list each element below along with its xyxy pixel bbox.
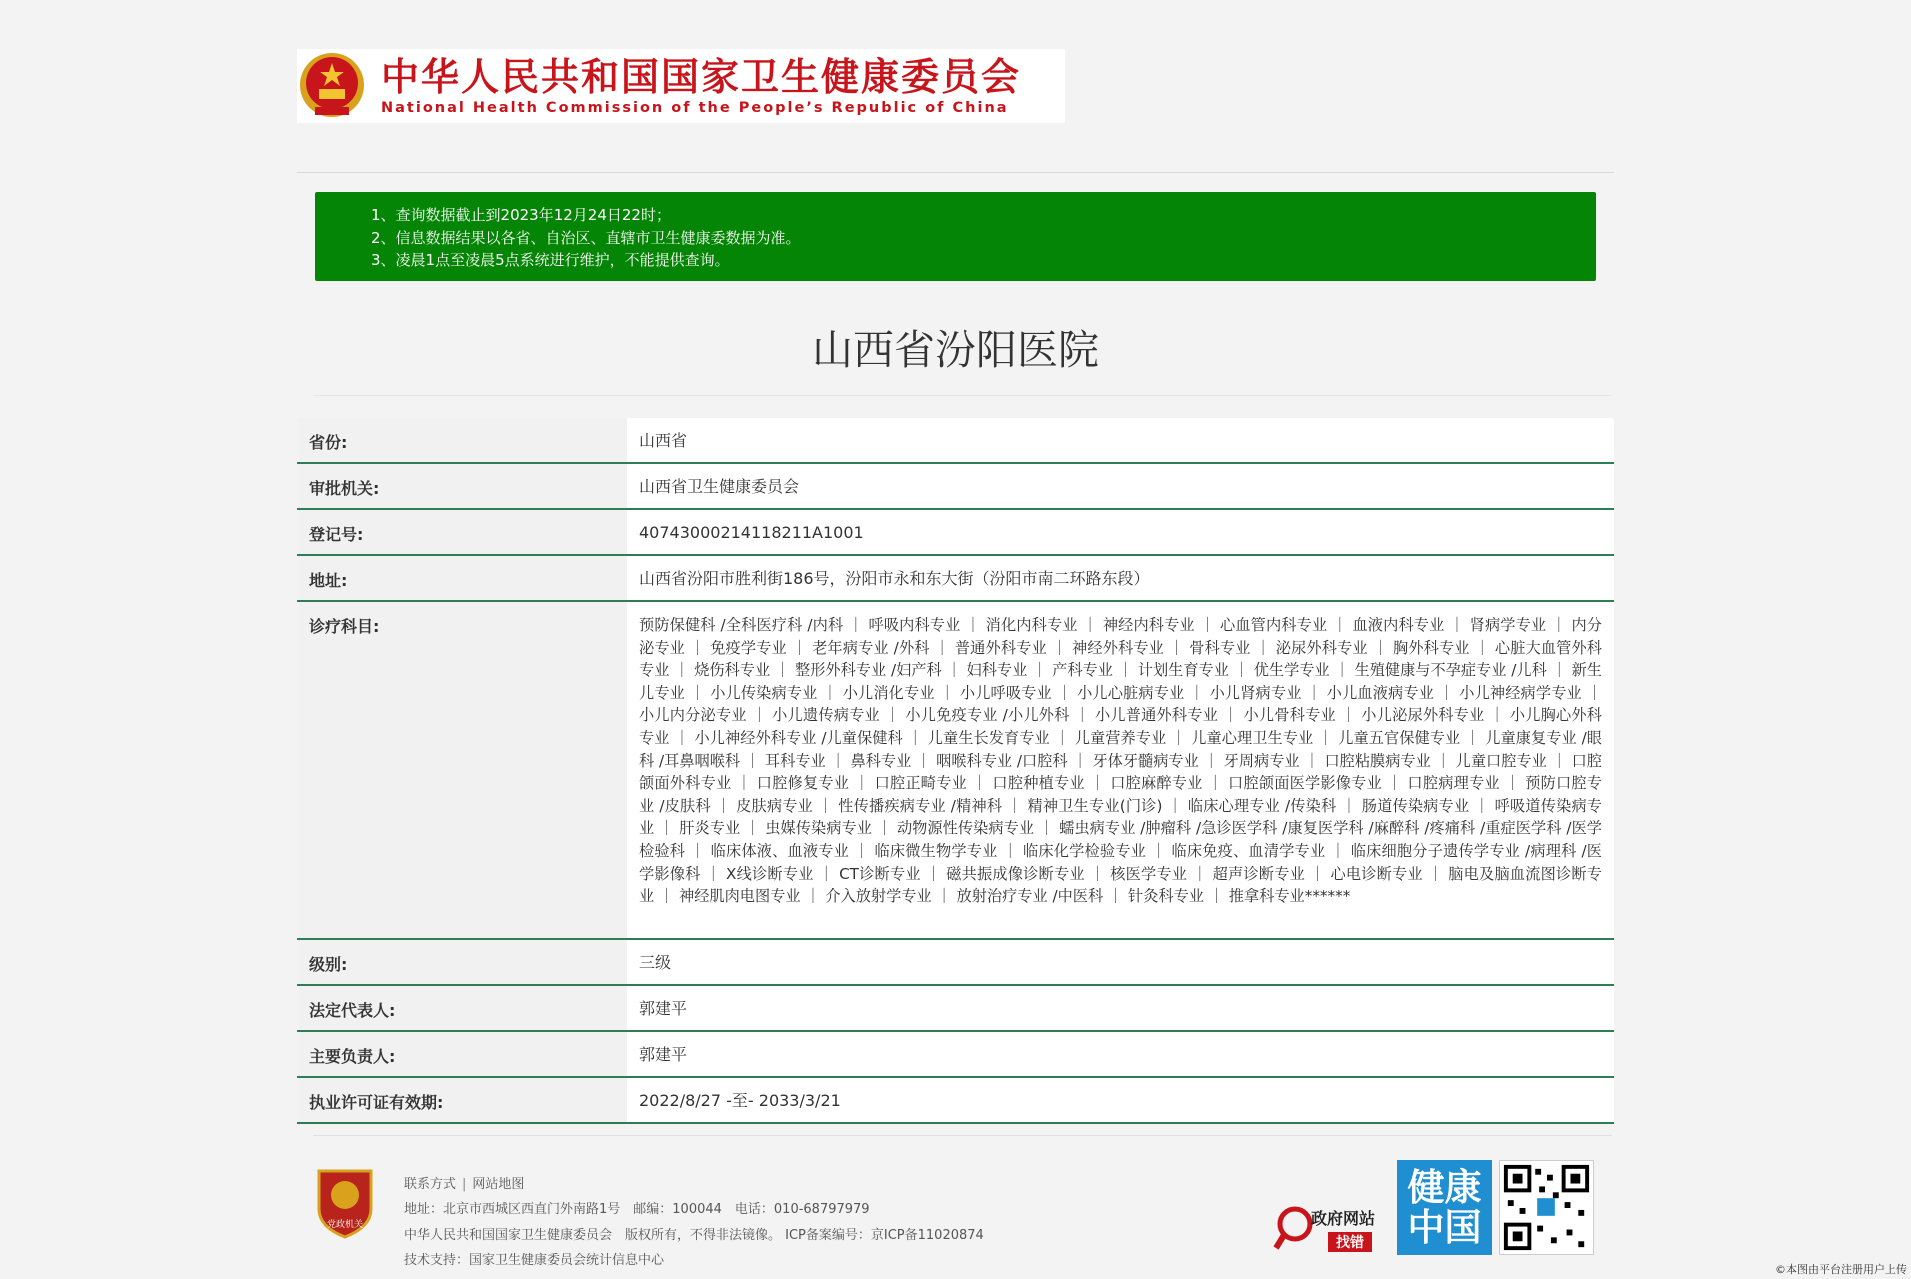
notice-line: 2、信息数据结果以各省、自治区、直辖市卫生健康委数据为准。 bbox=[371, 228, 801, 247]
table-row bbox=[297, 986, 1614, 1032]
footer-support: 技术支持：国家卫生健康委员会统计信息中心 bbox=[404, 1252, 665, 1268]
row-value: 郭建平 bbox=[627, 1032, 1614, 1076]
site-title-en: National Health Commission of the People’s Republic of China bbox=[381, 100, 1009, 116]
find-error-sub: 找错 bbox=[1336, 1235, 1364, 1251]
row-label: 登记号: bbox=[297, 510, 627, 554]
table-row bbox=[297, 418, 1614, 464]
row-label: 主要负责人: bbox=[297, 1032, 627, 1076]
footer-address: 地址：北京市西城区西直门外南路1号 邮编：100044 电话：010-68797979 bbox=[404, 1202, 870, 1218]
row-label: 省份: bbox=[297, 418, 627, 462]
footer-copyright: 中华人民共和国国家卫生健康委员会 版权所有，不得非法镜像。 ICP备案编号：京ICP备11020874 bbox=[404, 1227, 984, 1243]
notice-line: 3、凌晨1点至凌晨5点系统进行维护，不能提供查询。 bbox=[371, 251, 730, 269]
jiankang-line2: 中国 bbox=[1407, 1205, 1482, 1249]
row-label: 法定代表人: bbox=[297, 986, 627, 1030]
row-value: 山西省卫生健康委员会 bbox=[627, 464, 1614, 508]
table-row bbox=[297, 510, 1614, 556]
row-label: 级别: bbox=[297, 940, 627, 984]
table-row bbox=[297, 1032, 1614, 1078]
badge-text: 党政机关 bbox=[326, 1220, 364, 1230]
healthy-china-icon[interactable] bbox=[1397, 1160, 1492, 1255]
footer-link-contact[interactable]: 联系方式 bbox=[404, 1177, 457, 1192]
row-label: 审批机关: bbox=[297, 464, 627, 508]
find-error-title: 政府网站 bbox=[1311, 1209, 1376, 1228]
header-divider bbox=[297, 172, 1614, 173]
row-value: 40743000214118211A1001 bbox=[627, 510, 1614, 554]
party-government-badge-icon[interactable] bbox=[315, 1165, 375, 1239]
footer-divider bbox=[313, 1135, 1612, 1136]
notice-line: 1、查询数据截止到2023年12月24日22时； bbox=[371, 206, 671, 224]
upload-watermark: ©本图由平台注册用户上传 bbox=[1775, 1263, 1907, 1276]
table-row bbox=[297, 464, 1614, 510]
site-title-cn: 中华人民共和国国家卫生健康委员会 bbox=[381, 55, 1022, 99]
table-row bbox=[297, 556, 1614, 602]
table-row bbox=[297, 1078, 1614, 1124]
notice-box bbox=[315, 192, 1596, 281]
row-label: 地址: bbox=[297, 556, 627, 600]
row-value: 2022/8/27 -至- 2033/3/21 bbox=[627, 1078, 1614, 1122]
row-label: 执业许可证有效期: bbox=[297, 1078, 627, 1122]
row-value: 郭建平 bbox=[627, 986, 1614, 1030]
national-emblem-icon bbox=[297, 49, 367, 123]
footer-link-sitemap[interactable]: 网站地图 bbox=[472, 1177, 525, 1192]
gov-site-find-error-icon[interactable] bbox=[1273, 1198, 1390, 1256]
row-label: 诊疗科目: bbox=[297, 602, 627, 938]
jiankang-line1: 健康 bbox=[1407, 1165, 1482, 1209]
qr-code-icon bbox=[1499, 1160, 1594, 1255]
page-title: 山西省汾阳医院 bbox=[812, 326, 1099, 374]
table-row bbox=[297, 940, 1614, 986]
site-header-banner[interactable] bbox=[297, 49, 1065, 123]
title-divider bbox=[313, 395, 1612, 396]
hospital-info-table bbox=[297, 418, 1614, 1124]
footer-info: 联系方式 | 网站地图 地址：北京市西城区西直门外南路1号 邮编：100044 电话：010-68797979 中华人民共和国国家卫生健康委员会 版权所有，不得非法镜像。 ICP备案编号：京ICP备11020874 技术支持：国家卫生健康委员会统计信息中心 bbox=[404, 1172, 984, 1273]
row-value: 三级 bbox=[627, 940, 1614, 984]
row-value: 山西省 bbox=[627, 418, 1614, 462]
row-value: 山西省汾阳市胜利街186号，汾阳市永和东大街（汾阳市南二环路东段） bbox=[627, 556, 1614, 600]
table-row bbox=[297, 602, 1614, 940]
row-value-departments: 预防保健科 /全科医疗科 /内科 ｜ 呼吸内科专业 ｜ 消化内科专业 ｜ 神经内科专业 ｜ 心血管内科专业 ｜ 血液内科专业 ｜ 肾病学专业 ｜ 内分泌专业 ｜ 免疫学专业 ｜ 老年病专业 /外科 ｜ 普通外科专业 ｜ 神经外科专业 ｜ 骨科专业 ｜ 泌尿外科专业 ｜ 胸外科专业 ｜ 心脏大血管外科专业 ｜ 烧伤科专业 ｜ 整形外科专业 /妇产科 ｜ 妇科专业 ｜ 产科专业 ｜ 计划生育专业 ｜ 优生学专业 ｜ 生殖健康与不孕症专业 /儿科 ｜ 新生儿专业 ｜ 小儿传染病专业 ｜ 小儿消化专业 ｜ 小儿呼吸专业 ｜ 小儿心脏病专业 ｜ 小儿肾病专业 ｜ 小儿血液病专业 ｜ 小儿神经病学专业 ｜ 小儿内分泌专业 ｜ 小儿遗传病专业 ｜ 小儿免疫专业 /小儿外科 ｜ 小儿普通外科专业 ｜ 小儿骨科专业 ｜ 小儿泌尿外科专业 ｜ 小儿胸心外科专业 ｜ 小儿神经外科专业 /儿童保健科 ｜ 儿童生长发育专业 ｜ 儿童营养专业 ｜ 儿童心理卫生专业 ｜ 儿童五官保健专业 ｜ 儿童康复专业 /眼科 /耳鼻咽喉科 ｜ 耳科专业 ｜ 鼻科专业 ｜ 咽喉科专业 /口腔科 ｜ 牙体牙髓病专业 ｜ 牙周病专业 ｜ 口腔粘膜病专业 ｜ 儿童口腔专业 ｜ 口腔颌面外科专业 ｜ 口腔修复专业 ｜ 口腔正畸专业 ｜ 口腔种植专业 ｜ 口腔麻醉专业 ｜ 口腔颌面医学影像专业 ｜ 口腔病理专业 ｜ 预防口腔专业 /皮肤科 ｜ 皮肤病专业 ｜ 性传播疾病专业 /精神科 ｜ 精神卫生专业(门诊) ｜ 临床心理专业 /传染科 ｜ 肠道传染病专业 ｜ 呼吸道传染病专业 ｜ 肝炎专业 ｜ 虫媒传染病专业 ｜ 动物源性传染病专业 ｜ 蠕虫病专业 /肿瘤科 /急诊医学科 /康复医学科 /麻醉科 /疼痛科 /重症医学科 /医学检验科 ｜ 临床体液、血液专业 ｜ 临床微生物学专业 ｜ 临床化学检验专业 ｜ 临床免疫、血清学专业 ｜ 临床细胞分子遗传学专业 /病理科 /医学影像科 ｜ X线诊断专业 ｜ CT诊断专业 ｜ 磁共振成像诊断专业 ｜ 核医学专业 ｜ 超声诊断专业 ｜ 心电诊断专业 ｜ 脑电及脑血流图诊断专业 ｜ 神经肌肉电图专业 ｜ 介入放射学专业 ｜ 放射治疗专业 /中医科 ｜ 针灸科专业 ｜ 推拿科专业****** bbox=[627, 602, 1614, 938]
